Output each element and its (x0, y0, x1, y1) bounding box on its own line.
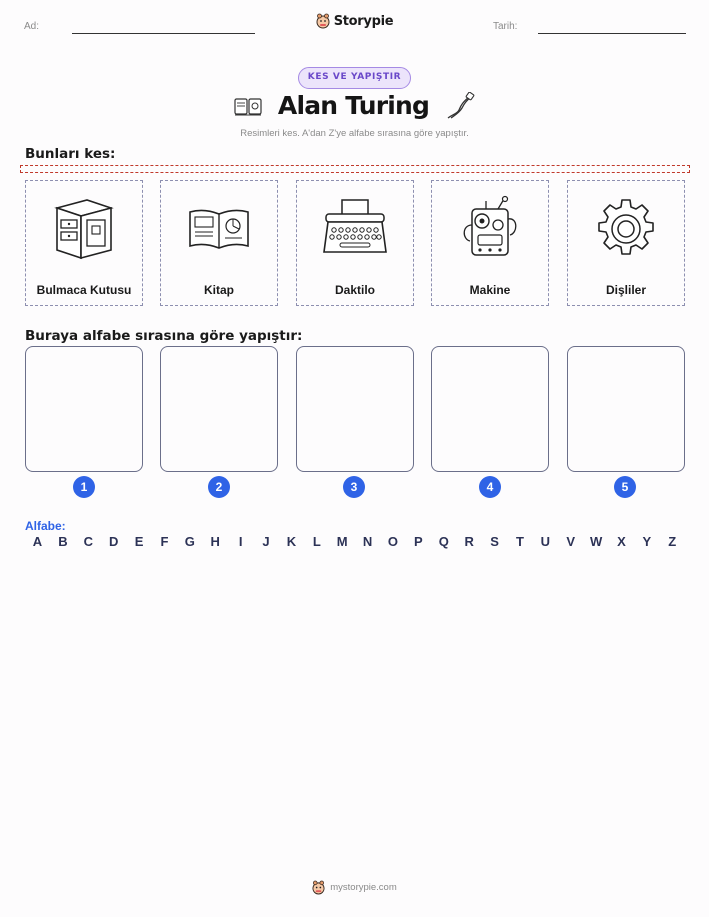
slot-number-3: 3 (343, 476, 365, 498)
gears-icon (593, 196, 659, 262)
cut-card-machine[interactable] (431, 180, 549, 306)
footer (0, 880, 709, 895)
alphabet-label: Alfabe: (25, 519, 66, 533)
slot-number-5: 5 (614, 476, 636, 498)
alphabet-letter: D (108, 534, 119, 549)
title-row (0, 91, 709, 120)
date-label: Tarih: (493, 21, 518, 32)
cable-icon (445, 92, 475, 120)
instructions: Resimleri kes. A'dan Z'ye alfabe sırasına göre yapıştır. (240, 128, 469, 139)
date-line[interactable] (538, 33, 686, 34)
alphabet-letter: Q (438, 534, 449, 549)
alphabet-letter: J (262, 534, 270, 549)
alphabet-letter: C (83, 534, 93, 549)
name-line[interactable] (72, 33, 255, 34)
name-label: Ad: (24, 21, 40, 32)
alphabet-letter: X (617, 534, 626, 549)
paste-slot-3[interactable] (296, 346, 414, 472)
paste-section-label: Buraya alfabe sırasına göre yapıştır: (25, 328, 303, 344)
alphabet-letter: V (566, 534, 576, 549)
alphabet-letter: M (336, 534, 348, 549)
slot-number-1: 1 (73, 476, 95, 498)
alphabet-letter: I (238, 534, 243, 549)
alphabet-letter: Z (668, 534, 677, 549)
paste-slot-1[interactable] (25, 346, 143, 472)
book-icon (186, 204, 252, 254)
alphabet-letter: N (362, 534, 373, 549)
storypie-logo-icon (316, 13, 330, 29)
alphabet-letter: P (414, 534, 423, 549)
cut-card-book[interactable] (160, 180, 278, 306)
footer-url[interactable]: mystorypie.com (330, 882, 397, 893)
cut-card-gears[interactable] (567, 180, 685, 306)
alphabet-letter: O (387, 534, 399, 549)
alphabet-letter: A (32, 534, 43, 549)
alphabet-letter: T (515, 534, 524, 549)
cut-card-label: Kitap (204, 283, 234, 297)
activity-badge: KES VE YAPIŞTIR (298, 67, 411, 89)
paste-slot-2[interactable] (160, 346, 278, 472)
alphabet-letter: K (286, 534, 297, 549)
alphabet-letter: R (464, 534, 474, 549)
cut-section-label: Bunları kes: (25, 146, 116, 162)
alphabet-letter: E (134, 534, 144, 549)
slot-number-2: 2 (208, 476, 230, 498)
alphabet-letter: Y (642, 534, 652, 549)
typewriter-icon (320, 196, 390, 262)
storypie-logo-icon (312, 880, 325, 895)
brand-name: Storypie (333, 13, 394, 29)
cut-card-label: Makine (469, 283, 511, 297)
slot-number-4: 4 (479, 476, 501, 498)
brand-logo (0, 13, 709, 29)
page-title: Alan Turing (277, 91, 430, 120)
paste-slot-4[interactable] (431, 346, 549, 472)
books-icon (234, 96, 262, 116)
puzzle-box-icon (49, 196, 119, 262)
alphabet-letter: H (210, 534, 220, 549)
cut-card-typewriter[interactable] (296, 180, 414, 306)
cut-card-label: Bulmaca Kutusu (36, 283, 132, 297)
cut-line-strip (20, 165, 690, 173)
alphabet-letter: F (160, 534, 169, 549)
alphabet-letter: W (589, 534, 603, 549)
alphabet-letter: L (312, 534, 321, 549)
alphabet-letter: B (58, 534, 68, 549)
alphabet-row (25, 534, 685, 549)
cut-card-label: Dişliler (605, 283, 647, 297)
alphabet-letter: U (540, 534, 550, 549)
cut-card-puzzle-box[interactable] (25, 180, 143, 306)
alphabet-letter: S (490, 534, 499, 549)
paste-slot-5[interactable] (567, 346, 685, 472)
cut-card-label: Daktilo (334, 283, 375, 297)
alphabet-letter: G (184, 534, 195, 549)
machine-icon (456, 195, 524, 263)
